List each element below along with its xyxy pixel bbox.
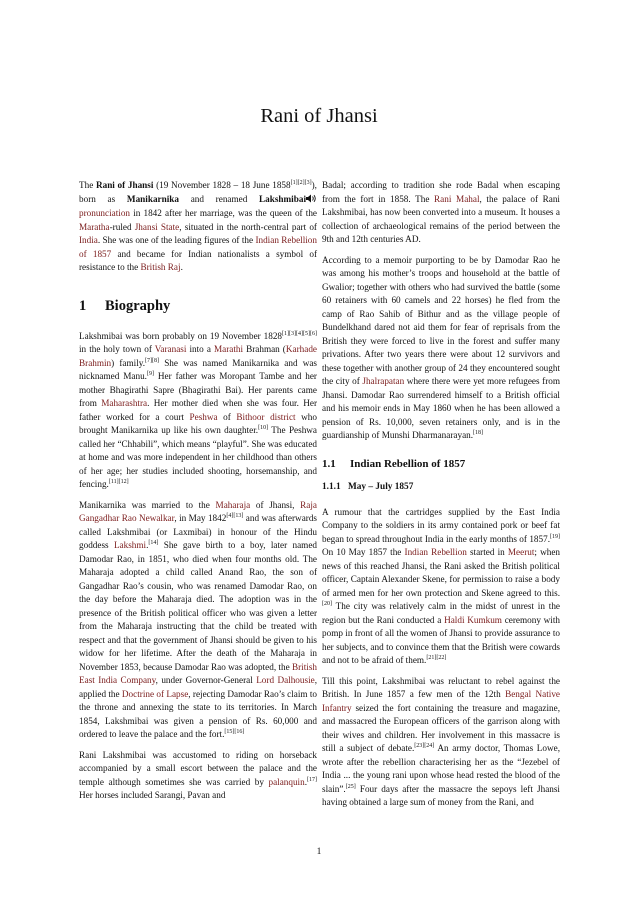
speaker-icon[interactable] <box>306 194 317 208</box>
citation[interactable]: [7][8] <box>145 357 160 364</box>
link-india[interactable]: India <box>79 235 98 245</box>
biography-paragraph-1: Lakshmibai was born probably on 19 November 1828[1][3][4][5][6] in the holy town of Varanasi into a Marathi Brahman (Karhade Brahmin) family.[7][8] She was named Manikarnika and was nicknamed Manu.[9] Her father was Moropant Tambe and her mother Bhagirathi Sapre (Bhagirathi Bai). Her parents came from Maharashtra. Her mother died when she was four. Her father worked for a court Peshwa of Bithoor district who brought Manikarnika up like his own daughter.[10] The Peshwa called her “Chhabili”, which means “playful”. She was educated at home and was more independent in her childhood than others of her age; her studies included shooting, horsemanship, and fencing.[11][12] <box>79 330 318 489</box>
link-maharaja[interactable]: Maharaja <box>215 499 251 510</box>
link-jhalrapatan[interactable]: Jhalrapatan <box>362 376 405 386</box>
citation[interactable]: [9] <box>146 370 154 377</box>
link-maharashtra[interactable]: Maharashtra <box>101 398 148 408</box>
citation[interactable]: [10] <box>258 424 269 431</box>
right-paragraph-2: According to a memoir purporting to be by Damodar Rao he was among his mother’s troops and household at the battle of Gwalior; together with others who had survived the battle (some 60 retainers with 60 camels and 22 horses) he fled from the camp of Rao Sahib of Bithur and as the village people of Bundelkhand dared not aid them for fear of reprisals from the British they were forced to live in the forest and suffer many privations. After two years there were about 12 survivors and these together with another group of 24 they encountered sought the city of Jhalrapatan where there were yet more refugees from Jhansi. Damodar Rao surrendered himself to a British official and his memoir ends in May 1860 when he has been allowed a pension of Rs. 10,000, seven retainers only, and is in the guardianship of Munshi Dharmanarayan.[18] <box>322 254 561 440</box>
link-jhansi-state[interactable]: Jhansi State <box>134 221 180 232</box>
link-peshwa[interactable]: Peshwa <box>189 411 218 422</box>
subject-name: Rani of Jhansi <box>95 180 154 190</box>
citation[interactable]: [11][12] <box>108 478 129 485</box>
citation[interactable]: [23][24] <box>414 742 435 749</box>
link-karhade-brahmin[interactable]: Karhade Brahmin <box>79 344 317 368</box>
birth-name: Manikarnika <box>126 193 179 204</box>
link-lakshmi[interactable]: Lakshmi <box>113 540 147 550</box>
link-bengal-native-infantry[interactable]: Bengal Native Infantry <box>322 689 561 713</box>
link-meerut[interactable]: Meerut <box>507 547 535 557</box>
link-maratha[interactable]: Maratha <box>79 221 110 232</box>
section-heading-may-july-1857: 1.1.1 May – July 1857 <box>322 481 414 492</box>
citation[interactable]: [20] <box>322 600 332 607</box>
section-heading-biography: 1 Biography <box>79 297 171 314</box>
citation[interactable]: [1][2][3] <box>290 179 312 186</box>
right-paragraph-3: A rumour that the cartridges supplied by the East India Company to the soldiers in its army contained pork or beef fat began to spread throughout India in the early months of 1857.[19] On 10 May 1857 the Indian Rebellion started in Meerut; when news of this reached Jhansi, the Rani asked the British political officer, Captain Alexander Skene, for permission to raise a body of armed men for her own protection and Skene agreed to this.[20] The city was relatively calm in the midst of unrest in the region but the Rani conducted a Haldi Kumkum ceremony with pomp in front of all the women of Jhansi to provide assurance to her subjects, and to convince them that the British were cowards and not to be afraid of them.[21][22] <box>322 506 561 665</box>
right-paragraph-1: Badal; according to tradition she rode Badal when escaping from the fort in 1858. The Rani Mahal, the palace of Rani Lakshmibai, has now been converted into a museum. It houses a collection of archaeological remains of the period between the 9th and 12th centuries AD. <box>322 180 560 244</box>
citation[interactable]: [17] <box>307 776 317 783</box>
left-column <box>79 179 317 810</box>
intro-paragraph: The Rani of Jhansi (19 November 1828 – 18 June 1858[1][2][3]), born as Manikarnika and renamed Lakshmibaipronunciation in 1842 after her marriage, was the queen of the Maratha-ruled Jhansi State, situated in the north-central part of India. She was one of the leading figures of the Indian Rebellion of 1857 and became for Indian nationalists a symbol of resistance to the British Raj. <box>79 179 317 272</box>
section-heading-indian-rebellion: 1.1 Indian Rebellion of 1857 <box>322 457 466 470</box>
link-east-india-company[interactable]: British East India Company <box>79 661 317 685</box>
link-raja-gangadhar-rao[interactable]: Raja Gangadhar Rao Newalkar <box>79 499 317 523</box>
link-lord-dalhousie[interactable]: Lord Dalhousie <box>256 675 315 685</box>
right-column <box>322 179 560 817</box>
link-palanquin[interactable]: palanquin <box>268 776 305 787</box>
page-title: Rani of Jhansi <box>260 105 378 127</box>
page-number: 1 <box>316 847 322 857</box>
link-indian-rebellion[interactable]: Indian Rebellion <box>404 547 467 557</box>
link-doctrine-of-lapse[interactable]: Doctrine of Lapse <box>121 688 189 699</box>
renamed-name: Lakshmibai <box>259 193 306 204</box>
link-marathi[interactable]: Marathi <box>213 344 244 354</box>
citation[interactable]: [18] <box>473 429 484 436</box>
biography-paragraph-3: Rani Lakshmibai was accustomed to riding on horseback accompanied by a small escort between the palace and the temple although sometimes she was carried by palanquin.[17] Her horses included Sarangi, Pavan and <box>79 749 317 800</box>
link-bithoor-district[interactable]: Bithoor district <box>236 411 296 422</box>
link-indian-rebellion[interactable]: Indian Rebellion of 1857 <box>79 235 317 259</box>
citation[interactable]: [21][22] <box>426 654 447 661</box>
link-rani-mahal[interactable]: Rani Mahal <box>434 193 480 204</box>
link-british-raj[interactable]: British Raj <box>140 262 181 272</box>
pronunciation-link[interactable]: pronunciation <box>79 208 131 218</box>
citation[interactable]: [25] <box>345 783 356 790</box>
citation[interactable]: [14] <box>148 539 159 546</box>
citation[interactable]: [1][3][4][5][6] <box>282 330 317 337</box>
link-varanasi[interactable]: Varanasi <box>154 344 187 354</box>
right-paragraph-4: Till this point, Lakshmibai was reluctant to rebel against the British. In June 1857 a few men of the 12th Bengal Native Infantry seized the fort containing the treasure and magazine, and massacred the European officers of the garrison along with their wives and children. Her involvement in this massacre is still a subject of debate.[23][24] An army doctor, Thomas Lowe, wrote after the rebellion characterising her as the “Jezebel of India ... the young rani upon whose head rested the blood of the slain”.[25] Four days after the massacre the sepoys left Jhansi having obtained a large sum of money from the Rani, and <box>322 675 561 807</box>
link-haldi-kumkum[interactable]: Haldi Kumkum <box>444 614 502 625</box>
citation[interactable]: [15][16] <box>224 728 245 735</box>
citation[interactable]: [19] <box>550 533 560 540</box>
citation[interactable]: [4][13] <box>226 512 244 519</box>
biography-paragraph-2: Manikarnika was married to the Maharaja of Jhansi, Raja Gangadhar Rao Newalkar, in May 1842[4][13] and was afterwards called Lakshmibai (or Laxmibai) in honour of the Hindu goddess Lakshmi.[14] She gave birth to a boy, later named Damodar Rao, in 1851, who died when four months old. The Maharaja adopted a child called Anand Rao, the son of Gangadhar Rao’s cousin, who was renamed Damodar Rao, on the day before the Maharaja died. The adoption was in the presence of the British political officer who was given a letter from the Maharaja instructing that the child be treated with respect and that the government of Jhansi should be given to his widow for her lifetime. After the death of the Maharaja in November 1853, because Damodar Rao was adopted, the British East India Company, under Governor-General Lord Dalhousie, applied the Doctrine of Lapse, rejecting Damodar Rao’s claim to the throne and annexing the state to its territories. In March 1854, Lakshmibai was given a pension of Rs. 60,000 and ordered to leave the palace and the fort.[15][16] <box>79 499 317 739</box>
